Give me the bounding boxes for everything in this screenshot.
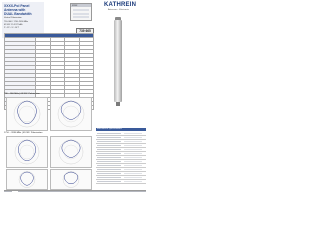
mechanical-value	[124, 177, 142, 178]
mechanical-row	[96, 180, 146, 184]
desc-line-2: 65°/65° 15.5/17.5dBi	[4, 24, 23, 26]
mechanical-label	[97, 141, 121, 142]
mechanical-value	[124, 141, 142, 142]
radiation-pattern-b2	[50, 136, 92, 168]
radiation-pattern-b1	[6, 136, 48, 168]
title-line-1: XXXX-Pol Panel	[4, 4, 30, 8]
radiation-pattern-b4	[50, 169, 92, 190]
mechanical-value	[124, 173, 142, 174]
desc-line-1: 790–960 / 1710–2690 MHz	[4, 21, 29, 23]
pattern-section-title-a: 790 – 960 MHz | 65°/65° Polarisation	[4, 93, 40, 95]
brand-logo: KATHREIN	[104, 2, 137, 8]
title-line-3: DUAL Bandwidth	[4, 12, 32, 16]
radiation-pattern-b3	[6, 169, 48, 190]
radiation-pattern-a1	[6, 97, 48, 131]
mechanical-label	[97, 133, 121, 134]
mechanical-label	[97, 181, 121, 182]
spec-icon-row	[73, 13, 89, 15]
mechanical-label	[97, 137, 121, 138]
mechanical-value	[124, 161, 142, 162]
mechanical-label	[97, 161, 121, 162]
radiation-pattern-a2	[50, 97, 92, 131]
mechanical-label	[97, 149, 121, 150]
mechanical-value	[124, 169, 142, 170]
mechanical-value	[124, 145, 142, 146]
desc-line-3: 2°–12° / 0°–10°T	[4, 27, 19, 29]
spec-icon-row	[73, 9, 89, 11]
mechanical-label	[97, 153, 121, 154]
mechanical-value	[124, 149, 142, 150]
footer-page-number	[4, 191, 12, 192]
footer	[4, 190, 146, 193]
mechanical-value	[124, 137, 142, 138]
subtitle: Vertical Polarization	[4, 17, 22, 19]
mechanical-value	[124, 165, 142, 166]
mechanical-value	[124, 133, 142, 134]
footer-text-line	[18, 191, 146, 192]
mechanical-label	[97, 173, 121, 174]
spec-icon-label: XXXX	[72, 4, 78, 7]
model-number: 739 665	[76, 28, 94, 35]
brand-tagline: Antennen · Electronic	[108, 9, 129, 11]
mechanical-spec-title: Mechanical specifications	[97, 128, 122, 131]
pattern-section-title-b: 1710 – 2690 MHz | 65°/65° Polarisation	[4, 132, 43, 134]
mechanical-spec-table	[96, 128, 146, 188]
antenna-image	[114, 20, 122, 102]
spec-icon-box	[70, 3, 92, 21]
mechanical-value	[124, 181, 142, 182]
spec-icon-row	[73, 16, 89, 18]
mechanical-label	[97, 169, 121, 170]
mechanical-value	[124, 153, 142, 154]
antenna-connector	[116, 102, 120, 106]
mechanical-label	[97, 165, 121, 166]
mechanical-value	[124, 157, 142, 158]
mechanical-label	[97, 145, 121, 146]
title-line-2: Antenna with	[4, 8, 26, 12]
mechanical-label	[97, 177, 121, 178]
mechanical-label	[97, 157, 121, 158]
